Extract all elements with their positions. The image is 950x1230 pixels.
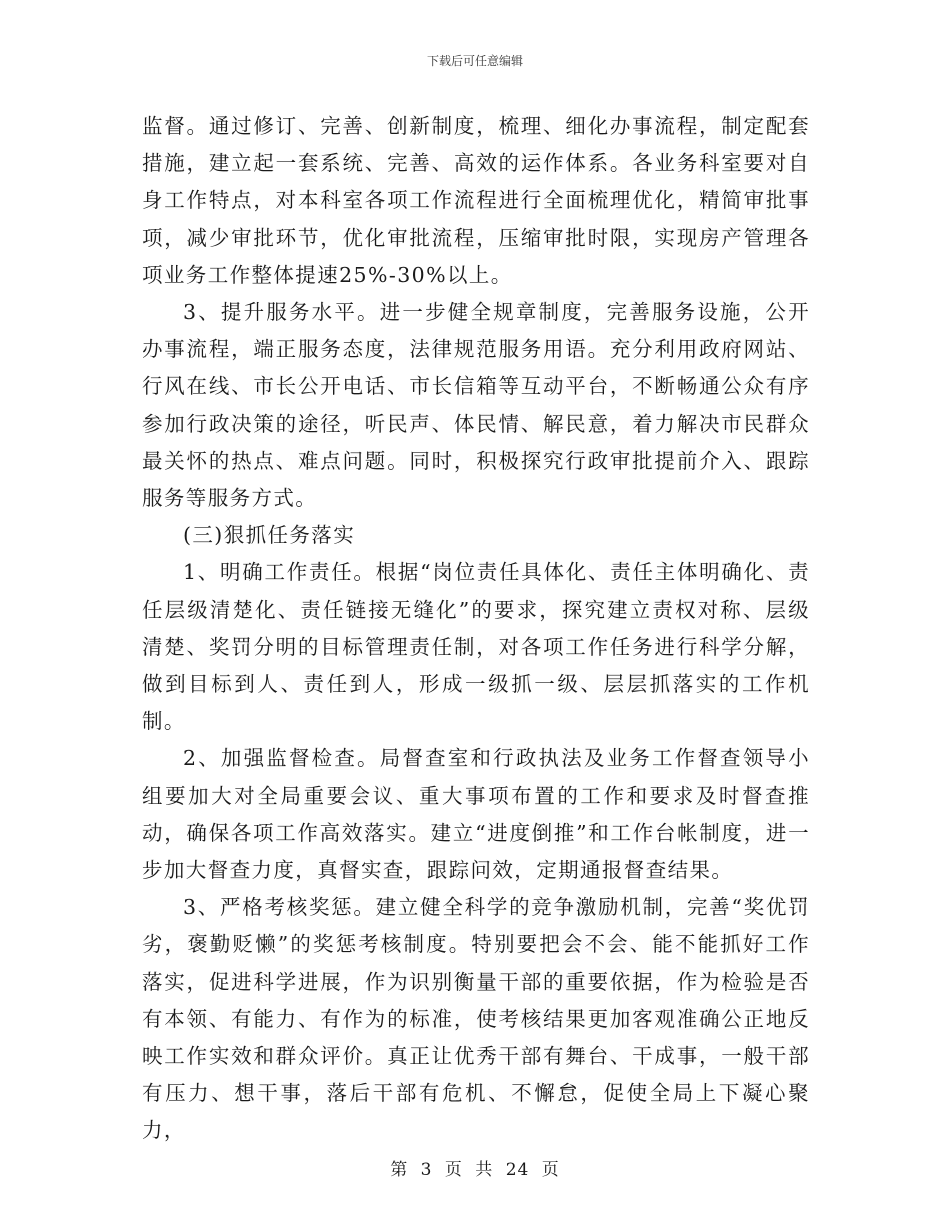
paragraph-4: 2、加强监督检查。局督查室和行政执法及业务工作督查领导小组要加大对全局重要会议、重大事项布置的工作和要求及时督查推动，确保各项工作高效落实。建立“进度倒推”和工作台帐制度，进一步加大督查力度，真督实查，跟踪问效，定期通报督查结果。 — [142, 746, 810, 883]
current-page-number: 3 — [420, 1160, 433, 1180]
document-body — [142, 108, 810, 1150]
paragraph-2: 3、提升服务水平。进一步健全规章制度，完善服务设施，公开办事流程，端正服务态度，法律规范服务用语。充分利用政府网站、行风在线、市长公开电话、市长信箱等互动平台，不断畅通公众有序参加行政决策的途径，听民声、体民情、解民意，着力解决市民群众最关怀的热点、难点问题。同时，积极探究行政审批提前介入、跟踪服务等服务方式。 — [142, 300, 810, 511]
paragraph-5: 3、严格考核奖惩。建立健全科学的竞争激励机制，完善“奖优罚劣，褒勤贬懒”的奖惩考核制度。特别要把会不会、能不能抓好工作落实，促进科学进展，作为识别衡量干部的重要依据，作为检验是否有本领、有能力、有作为的标准，使考核结果更加客观准确公正地反映工作实效和群众评价。真正让优秀干部有舞台、干成事，一般干部有压力、想干事，落后干部有危机、不懈怠，促使全局上下凝心聚力， — [142, 895, 810, 1143]
page-header: 下载后可任意编辑 — [426, 54, 523, 68]
footer-total-label: 共 — [475, 1160, 494, 1180]
footer-prefix: 第 — [390, 1160, 409, 1180]
paragraph-1: 监督。通过修订、完善、创新制度，梳理、细化办事流程，制定配套措施，建立起一套系统、完善、高效的运作体系。各业务科室要对自身工作特点，对本科室各项工作流程进行全面梳理优化，精简审批事项，减少审批环节，优化审批流程，压缩审批时限，实现房产管理各项业务工作整体提速25%-30%以上。 — [142, 114, 810, 287]
page-footer — [0, 1155, 950, 1180]
section-heading: (三)狠抓任务落实 — [183, 523, 356, 548]
footer-suffix: 页 — [541, 1160, 560, 1180]
paragraph-3: 1、明确工作责任。根据“岗位责任具体化、责任主体明确化、责任层级清楚化、责任链接无缝化”的要求，探究建立责权对称、层级清楚、奖罚分明的目标管理责任制，对各项工作任务进行科学分解，做到目标到人、责任到人，形成一级抓一级、层层抓落实的工作机制。 — [142, 560, 810, 734]
footer-page-label: 页 — [444, 1160, 463, 1180]
total-page-count: 24 — [505, 1160, 530, 1180]
